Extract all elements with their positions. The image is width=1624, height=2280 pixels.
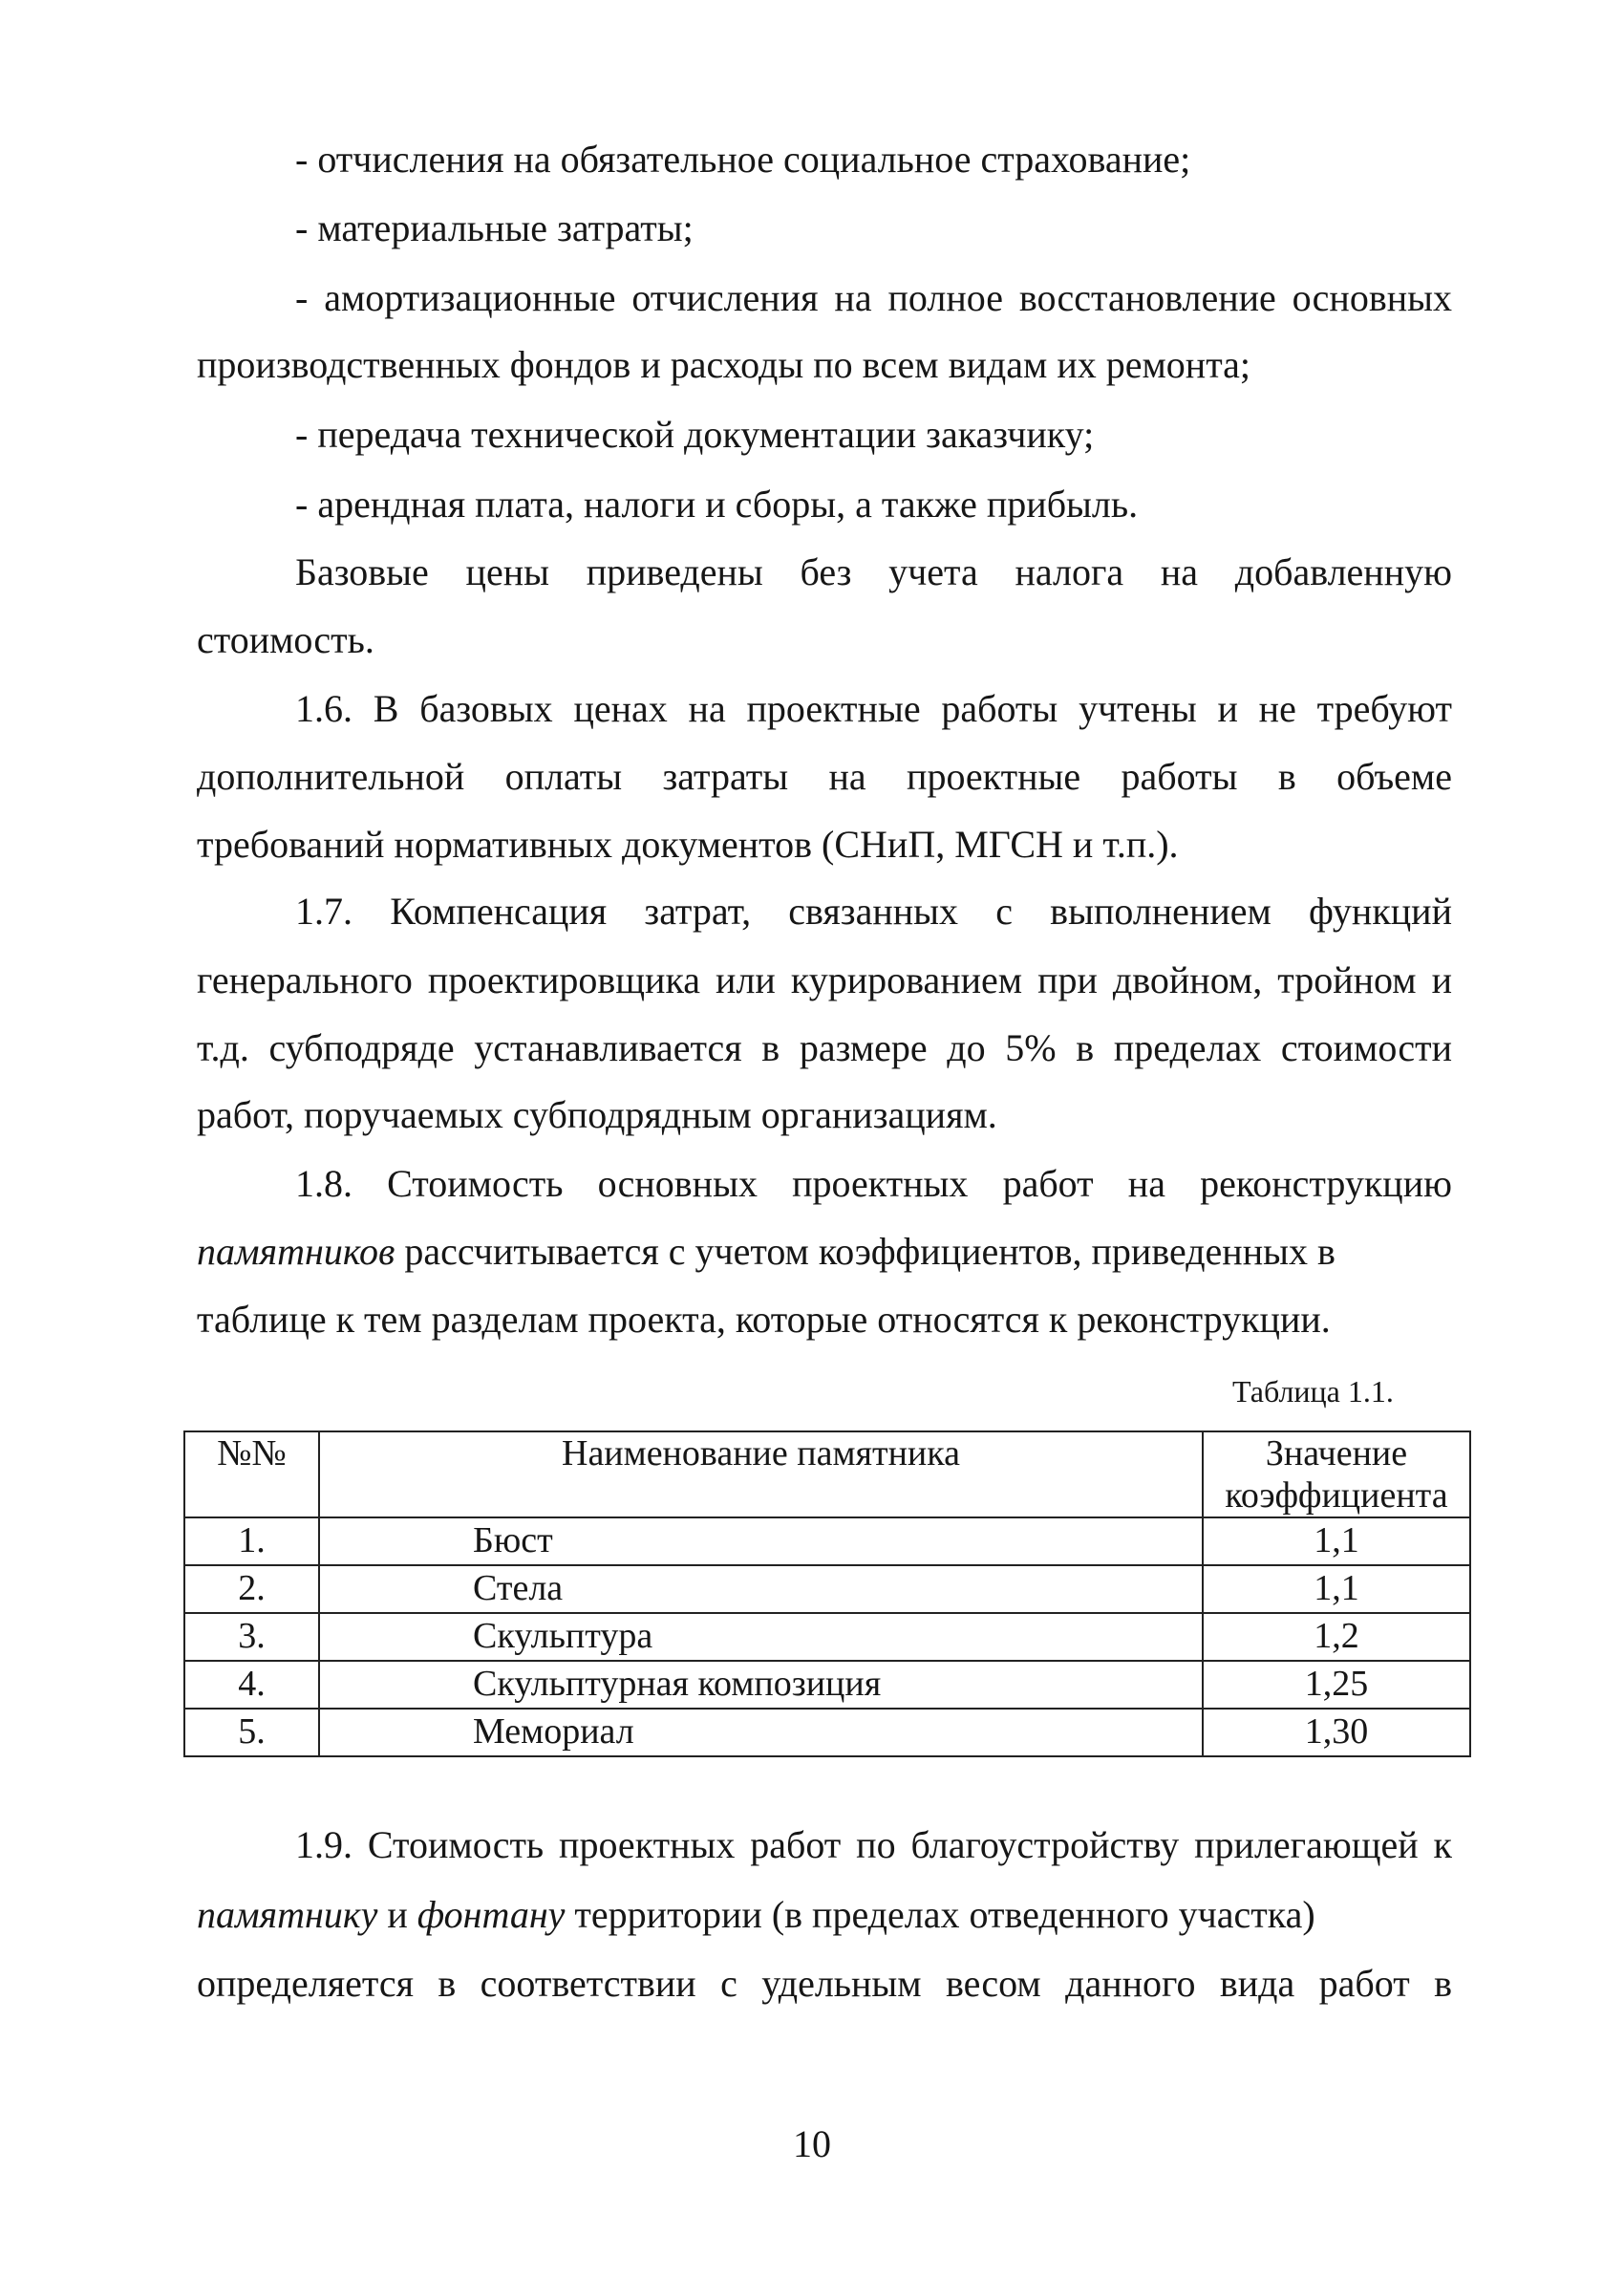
paragraph-line: работ, поручаемых субподрядным организациям. bbox=[197, 1093, 997, 1136]
table-row bbox=[184, 1661, 1470, 1709]
cell-name: Мемориал bbox=[319, 1709, 1203, 1756]
cell-number: 3. bbox=[184, 1613, 319, 1661]
cell-value: 1,2 bbox=[1203, 1613, 1470, 1661]
table-header-row bbox=[184, 1431, 1470, 1517]
paragraph-line: определяется в соответствии с удельным весом данного вида работ в bbox=[197, 1962, 1452, 2005]
paragraph-line: дополнительной оплаты затраты на проектные работы в объеме bbox=[197, 755, 1452, 798]
cell-value: 1,1 bbox=[1203, 1517, 1470, 1565]
table-row bbox=[184, 1709, 1470, 1756]
table-row bbox=[184, 1613, 1470, 1661]
paragraph-line: стоимость. bbox=[197, 618, 374, 661]
column-header-number: №№ bbox=[184, 1431, 319, 1517]
list-item: - арендная плата, налоги и сборы, а также прибыль. bbox=[295, 483, 1139, 526]
paragraph-line: Базовые цены приведены без учета налога на добавленную bbox=[295, 550, 1452, 593]
page-number: 10 bbox=[793, 2122, 831, 2165]
list-item: - передача технической документации заказчику; bbox=[295, 413, 1095, 456]
paragraph-line: 1.8. Стоимость основных проектных работ на реконструкцию bbox=[295, 1162, 1452, 1205]
list-item: - амортизационные отчисления на полное восстановление основных bbox=[295, 276, 1452, 319]
cell-name: Бюст bbox=[319, 1517, 1203, 1565]
text-span: рассчитывается с учетом коэффициентов, приведенных в bbox=[395, 1230, 1336, 1273]
cell-value: 1,1 bbox=[1203, 1565, 1470, 1613]
cell-name: Скульптура bbox=[319, 1613, 1203, 1661]
cell-number: 5. bbox=[184, 1709, 319, 1756]
text-span: территории (в пределах отведенного участка) bbox=[565, 1893, 1315, 1936]
paragraph-line: 1.6. В базовых ценах на проектные работы учтены и не требуют bbox=[295, 687, 1452, 730]
emphasis-text: фонтану bbox=[417, 1893, 566, 1936]
cell-number: 2. bbox=[184, 1565, 319, 1613]
paragraph-line bbox=[197, 1892, 1452, 1938]
cell-value: 1,30 bbox=[1203, 1709, 1470, 1756]
cell-value: 1,25 bbox=[1203, 1661, 1470, 1709]
paragraph-line: таблице к тем разделам проекта, которые относятся к реконструкции. bbox=[197, 1298, 1331, 1341]
paragraph-line: генерального проектировщика или курированием при двойном, тройном и bbox=[197, 958, 1452, 1001]
column-header-name: Наименование памятника bbox=[319, 1431, 1203, 1517]
paragraph-line: т.д. субподряде устанавливается в размере до 5% в пределах стоимости bbox=[197, 1026, 1452, 1069]
cell-name: Скульптурная композиция bbox=[319, 1661, 1203, 1709]
table-row bbox=[184, 1517, 1470, 1565]
column-header-value: Значение коэффициента bbox=[1203, 1431, 1470, 1517]
table-row bbox=[184, 1565, 1470, 1613]
paragraph-line: требований нормативных документов (СНиП, МГСН и т.п.). bbox=[197, 823, 1179, 866]
emphasis-text: памятников bbox=[197, 1230, 395, 1273]
list-item-continuation: производственных фондов и расходы по всем видам их ремонта; bbox=[197, 343, 1251, 386]
cell-number: 4. bbox=[184, 1661, 319, 1709]
text-span: и bbox=[377, 1893, 417, 1936]
list-item: - отчисления на обязательное социальное страхование; bbox=[295, 138, 1191, 181]
table-caption: Таблица 1.1. bbox=[1232, 1374, 1394, 1409]
paragraph-line bbox=[197, 1229, 1452, 1275]
list-item: - материальные затраты; bbox=[295, 206, 694, 249]
emphasis-text: памятнику bbox=[197, 1893, 378, 1936]
cell-number: 1. bbox=[184, 1517, 319, 1565]
paragraph-line: 1.7. Компенсация затрат, связанных с выполнением функций bbox=[295, 890, 1452, 933]
cell-name: Стела bbox=[319, 1565, 1203, 1613]
paragraph-line: 1.9. Стоимость проектных работ по благоустройству прилегающей к bbox=[295, 1823, 1452, 1866]
coefficient-table bbox=[183, 1430, 1471, 1757]
